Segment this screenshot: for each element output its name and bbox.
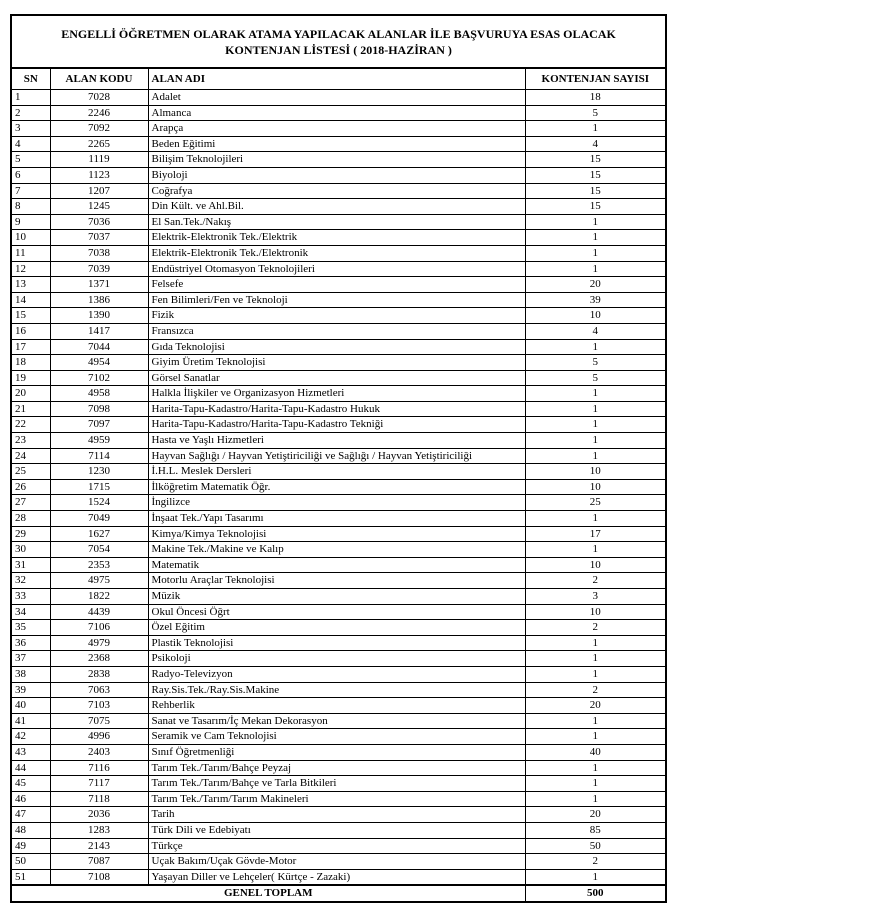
row-alan-adi: Bilişim Teknolojileri	[148, 152, 525, 168]
row-alan-kodu: 4959	[50, 433, 148, 449]
row-alan-kodu: 7075	[50, 713, 148, 729]
row-sn: 11	[11, 245, 50, 261]
row-alan-kodu: 2368	[50, 651, 148, 667]
row-alan-adi: Elektrik-Elektronik Tek./Elektronik	[148, 245, 525, 261]
row-kontenjan: 1	[525, 261, 666, 277]
row-alan-adi: Gıda Teknolojisi	[148, 339, 525, 355]
row-alan-adi: Okul Öncesi Öğrt	[148, 604, 525, 620]
row-sn: 12	[11, 261, 50, 277]
row-alan-kodu: 2036	[50, 807, 148, 823]
table-row	[11, 230, 666, 246]
row-alan-adi: Matematik	[148, 557, 525, 573]
row-sn: 44	[11, 760, 50, 776]
row-kontenjan: 10	[525, 557, 666, 573]
table-row	[11, 214, 666, 230]
row-kontenjan: 1	[525, 776, 666, 792]
row-kontenjan: 1	[525, 401, 666, 417]
row-alan-kodu: 1207	[50, 183, 148, 199]
row-kontenjan: 15	[525, 199, 666, 215]
table-row	[11, 386, 666, 402]
title-line-2: KONTENJAN LİSTESİ ( 2018-HAZİRAN )	[225, 42, 452, 57]
row-kontenjan: 1	[525, 386, 666, 402]
row-alan-adi: Hayvan Sağlığı / Hayvan Yetiştiriciliği ve Sağlığı / Hayvan Yetiştiriciliği	[148, 448, 525, 464]
row-sn: 29	[11, 526, 50, 542]
row-sn: 24	[11, 448, 50, 464]
row-alan-kodu: 7117	[50, 776, 148, 792]
row-kontenjan: 18	[525, 90, 666, 106]
row-kontenjan: 3	[525, 589, 666, 605]
row-sn: 1	[11, 90, 50, 106]
table-row	[11, 370, 666, 386]
table-row	[11, 464, 666, 480]
row-kontenjan: 1	[525, 666, 666, 682]
row-kontenjan: 15	[525, 167, 666, 183]
row-alan-adi: Arapça	[148, 121, 525, 137]
row-alan-kodu: 1119	[50, 152, 148, 168]
row-sn: 45	[11, 776, 50, 792]
table-row	[11, 635, 666, 651]
table-row	[11, 183, 666, 199]
row-alan-adi: İngilizce	[148, 495, 525, 511]
row-alan-adi: Uçak Bakım/Uçak Gövde-Motor	[148, 854, 525, 870]
row-alan-adi: Fizik	[148, 308, 525, 324]
table-row	[11, 511, 666, 527]
row-alan-adi: İlköğretim Matematik Öğr.	[148, 479, 525, 495]
row-kontenjan: 17	[525, 526, 666, 542]
row-alan-adi: Yaşayan Diller ve Lehçeler( Kürtçe - Zazaki)	[148, 869, 525, 885]
row-alan-kodu: 7063	[50, 682, 148, 698]
row-alan-kodu: 4996	[50, 729, 148, 745]
row-sn: 34	[11, 604, 50, 620]
row-alan-kodu: 1230	[50, 464, 148, 480]
table-row	[11, 121, 666, 137]
table-body	[11, 90, 666, 886]
row-alan-adi: İ.H.L. Meslek Dersleri	[148, 464, 525, 480]
row-sn: 41	[11, 713, 50, 729]
row-alan-adi: İnşaat Tek./Yapı Tasarımı	[148, 511, 525, 527]
row-alan-adi: Halkla İlişkiler ve Organizasyon Hizmetleri	[148, 386, 525, 402]
row-alan-kodu: 1386	[50, 292, 148, 308]
table-row	[11, 417, 666, 433]
table-row	[11, 744, 666, 760]
table-row	[11, 542, 666, 558]
table-row	[11, 245, 666, 261]
row-alan-kodu: 4439	[50, 604, 148, 620]
table-row	[11, 760, 666, 776]
row-sn: 42	[11, 729, 50, 745]
table-row	[11, 479, 666, 495]
table-row	[11, 729, 666, 745]
row-sn: 30	[11, 542, 50, 558]
table-row	[11, 292, 666, 308]
row-alan-adi: Türk Dili ve Edebiyatı	[148, 822, 525, 838]
row-alan-kodu: 7103	[50, 698, 148, 714]
row-alan-kodu: 7087	[50, 854, 148, 870]
row-kontenjan: 20	[525, 698, 666, 714]
row-alan-adi: Radyo-Televizyon	[148, 666, 525, 682]
row-kontenjan: 4	[525, 323, 666, 339]
table-row	[11, 167, 666, 183]
table-row	[11, 604, 666, 620]
row-kontenjan: 1	[525, 651, 666, 667]
row-alan-kodu: 7097	[50, 417, 148, 433]
header-alan-adi: ALAN ADI	[148, 68, 525, 90]
row-alan-kodu: 1390	[50, 308, 148, 324]
row-alan-kodu: 2143	[50, 838, 148, 854]
row-kontenjan: 1	[525, 214, 666, 230]
row-alan-kodu: 2246	[50, 105, 148, 121]
row-alan-adi: Görsel Sanatlar	[148, 370, 525, 386]
row-alan-adi: Sanat ve Tasarım/İç Mekan Dekorasyon	[148, 713, 525, 729]
row-kontenjan: 1	[525, 245, 666, 261]
row-sn: 19	[11, 370, 50, 386]
row-alan-adi: Sınıf Öğretmenliği	[148, 744, 525, 760]
row-kontenjan: 2	[525, 620, 666, 636]
row-alan-adi: Kimya/Kimya Teknolojisi	[148, 526, 525, 542]
row-sn: 33	[11, 589, 50, 605]
row-alan-adi: Müzik	[148, 589, 525, 605]
row-alan-adi: Psikoloji	[148, 651, 525, 667]
row-alan-kodu: 1627	[50, 526, 148, 542]
header-sn: SN	[11, 68, 50, 90]
table-row	[11, 557, 666, 573]
table-row	[11, 90, 666, 106]
row-alan-adi: Fransızca	[148, 323, 525, 339]
row-alan-kodu: 1417	[50, 323, 148, 339]
row-kontenjan: 5	[525, 370, 666, 386]
row-alan-adi: El San.Tek./Nakış	[148, 214, 525, 230]
table-row	[11, 323, 666, 339]
row-alan-kodu: 7106	[50, 620, 148, 636]
row-kontenjan: 20	[525, 807, 666, 823]
table-row	[11, 433, 666, 449]
row-kontenjan: 5	[525, 105, 666, 121]
row-kontenjan: 10	[525, 308, 666, 324]
row-sn: 43	[11, 744, 50, 760]
row-sn: 13	[11, 277, 50, 293]
table-row	[11, 105, 666, 121]
row-kontenjan: 10	[525, 464, 666, 480]
row-kontenjan: 2	[525, 573, 666, 589]
table-row	[11, 713, 666, 729]
row-alan-adi: Tarım Tek./Tarım/Bahçe ve Tarla Bitkileri	[148, 776, 525, 792]
row-alan-kodu: 4975	[50, 573, 148, 589]
row-alan-adi: Harita-Tapu-Kadastro/Harita-Tapu-Kadastro Hukuk	[148, 401, 525, 417]
row-alan-kodu: 7108	[50, 869, 148, 885]
row-sn: 9	[11, 214, 50, 230]
row-sn: 46	[11, 791, 50, 807]
row-alan-kodu: 2838	[50, 666, 148, 682]
row-kontenjan: 4	[525, 136, 666, 152]
table-row	[11, 822, 666, 838]
row-sn: 17	[11, 339, 50, 355]
row-alan-kodu: 7102	[50, 370, 148, 386]
row-kontenjan: 10	[525, 479, 666, 495]
row-alan-adi: Din Kült. ve Ahl.Bil.	[148, 199, 525, 215]
table-row	[11, 355, 666, 371]
row-alan-adi: Seramik ve Cam Teknolojisi	[148, 729, 525, 745]
row-alan-kodu: 4954	[50, 355, 148, 371]
table-row	[11, 589, 666, 605]
row-sn: 49	[11, 838, 50, 854]
row-alan-adi: Coğrafya	[148, 183, 525, 199]
quota-document	[10, 14, 665, 903]
row-alan-kodu: 4958	[50, 386, 148, 402]
row-alan-adi: Biyoloji	[148, 167, 525, 183]
row-alan-kodu: 7044	[50, 339, 148, 355]
table-row	[11, 199, 666, 215]
row-kontenjan: 2	[525, 854, 666, 870]
row-sn: 39	[11, 682, 50, 698]
row-kontenjan: 1	[525, 713, 666, 729]
row-sn: 38	[11, 666, 50, 682]
header-kontenjan-sayisi: KONTENJAN SAYISI	[525, 68, 666, 90]
table-row	[11, 573, 666, 589]
row-sn: 21	[11, 401, 50, 417]
total-value: 500	[525, 885, 666, 902]
table-row	[11, 838, 666, 854]
row-sn: 36	[11, 635, 50, 651]
row-alan-kodu: 7054	[50, 542, 148, 558]
table-row	[11, 261, 666, 277]
document-title	[11, 15, 666, 68]
row-alan-kodu: 7038	[50, 245, 148, 261]
table-row	[11, 869, 666, 885]
row-alan-kodu: 7092	[50, 121, 148, 137]
row-alan-kodu: 1283	[50, 822, 148, 838]
total-label: GENEL TOPLAM	[11, 885, 525, 902]
row-alan-adi: Adalet	[148, 90, 525, 106]
row-kontenjan: 5	[525, 355, 666, 371]
row-alan-kodu: 7037	[50, 230, 148, 246]
row-alan-kodu: 1822	[50, 589, 148, 605]
row-sn: 3	[11, 121, 50, 137]
row-alan-kodu: 2265	[50, 136, 148, 152]
header-alan-kodu: ALAN KODU	[50, 68, 148, 90]
row-sn: 6	[11, 167, 50, 183]
row-kontenjan: 1	[525, 339, 666, 355]
row-sn: 18	[11, 355, 50, 371]
table-row	[11, 666, 666, 682]
table-row	[11, 526, 666, 542]
row-sn: 22	[11, 417, 50, 433]
row-alan-adi: Özel Eğitim	[148, 620, 525, 636]
row-alan-adi: Harita-Tapu-Kadastro/Harita-Tapu-Kadastro Tekniği	[148, 417, 525, 433]
row-kontenjan: 1	[525, 511, 666, 527]
row-sn: 50	[11, 854, 50, 870]
row-kontenjan: 39	[525, 292, 666, 308]
row-alan-adi: Plastik Teknolojisi	[148, 635, 525, 651]
row-alan-kodu: 7098	[50, 401, 148, 417]
row-alan-kodu: 4979	[50, 635, 148, 651]
row-alan-adi: Felsefe	[148, 277, 525, 293]
title-line-1: ENGELLİ ÖĞRETMEN OLARAK ATAMA YAPILACAK ALANLAR İLE BAŞVURUYA ESAS OLACAK	[61, 26, 616, 41]
row-sn: 28	[11, 511, 50, 527]
row-alan-kodu: 2403	[50, 744, 148, 760]
table-row	[11, 620, 666, 636]
row-alan-adi: Almanca	[148, 105, 525, 121]
row-alan-adi: Türkçe	[148, 838, 525, 854]
row-alan-kodu: 7118	[50, 791, 148, 807]
row-alan-kodu: 1715	[50, 479, 148, 495]
row-alan-adi: Elektrik-Elektronik Tek./Elektrik	[148, 230, 525, 246]
row-alan-kodu: 1371	[50, 277, 148, 293]
table-row	[11, 448, 666, 464]
table-row	[11, 136, 666, 152]
row-alan-adi: Giyim Üretim Teknolojisi	[148, 355, 525, 371]
row-sn: 4	[11, 136, 50, 152]
total-row	[11, 885, 666, 902]
row-kontenjan: 1	[525, 542, 666, 558]
row-sn: 20	[11, 386, 50, 402]
row-sn: 40	[11, 698, 50, 714]
row-sn: 37	[11, 651, 50, 667]
row-sn: 10	[11, 230, 50, 246]
row-alan-adi: Beden Eğitimi	[148, 136, 525, 152]
row-sn: 2	[11, 105, 50, 121]
row-alan-kodu: 2353	[50, 557, 148, 573]
row-sn: 51	[11, 869, 50, 885]
row-kontenjan: 85	[525, 822, 666, 838]
row-alan-adi: Hasta ve Yaşlı Hizmetleri	[148, 433, 525, 449]
row-alan-adi: Tarım Tek./Tarım/Bahçe Peyzaj	[148, 760, 525, 776]
quota-table	[10, 14, 667, 903]
row-kontenjan: 15	[525, 152, 666, 168]
row-kontenjan: 1	[525, 760, 666, 776]
row-sn: 14	[11, 292, 50, 308]
row-sn: 31	[11, 557, 50, 573]
row-alan-adi: Endüstriyel Otomasyon Teknolojileri	[148, 261, 525, 277]
row-sn: 5	[11, 152, 50, 168]
row-kontenjan: 20	[525, 277, 666, 293]
table-row	[11, 277, 666, 293]
row-sn: 16	[11, 323, 50, 339]
table-row	[11, 807, 666, 823]
row-kontenjan: 1	[525, 729, 666, 745]
row-alan-kodu: 7049	[50, 511, 148, 527]
row-sn: 27	[11, 495, 50, 511]
row-alan-adi: Ray.Sis.Tek./Ray.Sis.Makine	[148, 682, 525, 698]
row-alan-kodu: 7036	[50, 214, 148, 230]
row-sn: 8	[11, 199, 50, 215]
row-sn: 25	[11, 464, 50, 480]
row-kontenjan: 10	[525, 604, 666, 620]
row-kontenjan: 1	[525, 448, 666, 464]
row-alan-kodu: 7039	[50, 261, 148, 277]
row-alan-kodu: 7114	[50, 448, 148, 464]
row-alan-kodu: 1123	[50, 167, 148, 183]
table-row	[11, 776, 666, 792]
table-row	[11, 651, 666, 667]
table-row	[11, 308, 666, 324]
row-kontenjan: 1	[525, 635, 666, 651]
row-alan-kodu: 7028	[50, 90, 148, 106]
row-kontenjan: 2	[525, 682, 666, 698]
row-sn: 23	[11, 433, 50, 449]
table-row	[11, 401, 666, 417]
row-alan-adi: Tarih	[148, 807, 525, 823]
row-kontenjan: 1	[525, 121, 666, 137]
row-sn: 7	[11, 183, 50, 199]
row-kontenjan: 1	[525, 230, 666, 246]
table-row	[11, 698, 666, 714]
header-row	[11, 68, 666, 90]
row-kontenjan: 40	[525, 744, 666, 760]
title-row	[11, 15, 666, 68]
row-alan-adi: Motorlu Araçlar Teknolojisi	[148, 573, 525, 589]
row-alan-adi: Rehberlik	[148, 698, 525, 714]
row-sn: 15	[11, 308, 50, 324]
row-kontenjan: 1	[525, 869, 666, 885]
row-alan-adi: Tarım Tek./Tarım/Tarım Makineleri	[148, 791, 525, 807]
table-row	[11, 339, 666, 355]
row-alan-adi: Makine Tek./Makine ve Kalıp	[148, 542, 525, 558]
row-kontenjan: 15	[525, 183, 666, 199]
row-kontenjan: 1	[525, 417, 666, 433]
row-sn: 35	[11, 620, 50, 636]
table-row	[11, 152, 666, 168]
table-row	[11, 791, 666, 807]
table-row	[11, 495, 666, 511]
row-alan-kodu: 1245	[50, 199, 148, 215]
row-kontenjan: 25	[525, 495, 666, 511]
row-alan-adi: Fen Bilimleri/Fen ve Teknoloji	[148, 292, 525, 308]
table-row	[11, 854, 666, 870]
row-sn: 26	[11, 479, 50, 495]
row-sn: 48	[11, 822, 50, 838]
row-alan-kodu: 1524	[50, 495, 148, 511]
row-sn: 32	[11, 573, 50, 589]
row-kontenjan: 1	[525, 791, 666, 807]
row-alan-kodu: 7116	[50, 760, 148, 776]
row-kontenjan: 1	[525, 433, 666, 449]
row-kontenjan: 50	[525, 838, 666, 854]
row-sn: 47	[11, 807, 50, 823]
table-row	[11, 682, 666, 698]
